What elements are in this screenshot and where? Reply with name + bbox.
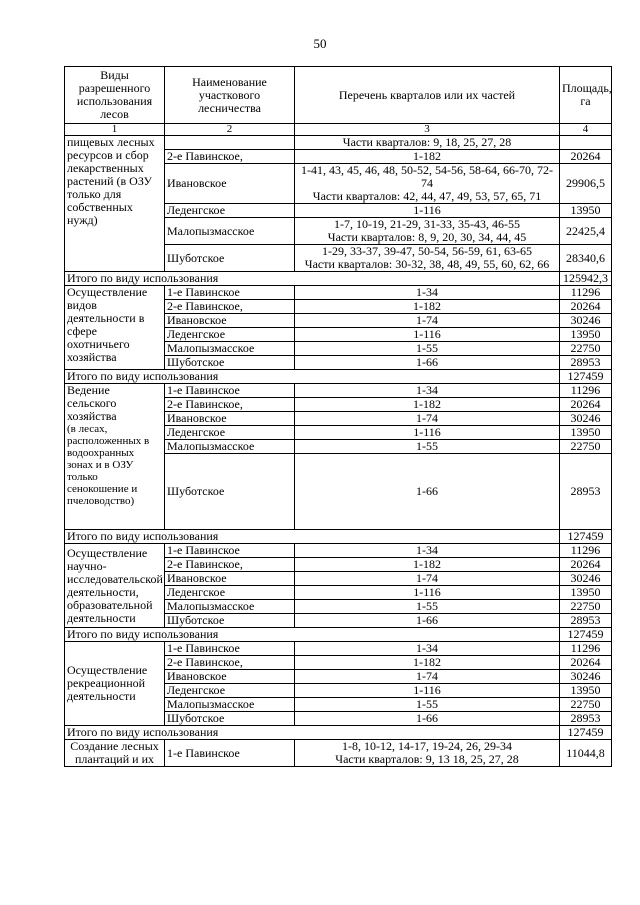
area-cell: 22750 [560,600,612,614]
forestry-cell: Шуботское [165,614,295,628]
forestry-cell: Малопызмасское [165,440,295,454]
table-header-row [65,67,612,124]
quarters-cell: 1-34 [295,384,560,398]
area-cell: 30246 [560,670,612,684]
total-row [65,272,612,286]
forestry-cell: 2-е Павинское, [165,398,295,412]
forestry-cell: Ивановское [165,314,295,328]
total-label: Итого по виду использования [65,628,560,642]
column-number: 4 [560,124,612,136]
area-cell: 11296 [560,286,612,300]
total-area: 127459 [560,726,612,740]
quarters-parts: Части кварталов: 8, 9, 20, 30, 34, 44, 45 [327,230,527,244]
table-row [65,642,612,656]
header-quarters: Перечень кварталов или их частей [295,67,560,124]
area-cell: 11296 [560,642,612,656]
area-cell: 29906,5 [560,164,612,204]
forestry-cell: Ивановское [165,412,295,426]
column-number-row [65,124,612,136]
total-row [65,628,612,642]
forest-use-table [64,66,612,767]
forestry-cell: Шуботское [165,245,295,272]
area-cell [560,136,612,150]
area-cell: 13950 [560,586,612,600]
total-label: Итого по виду использования [65,272,560,286]
total-label: Итого по виду использования [65,530,560,544]
quarters-list: 1-7, 10-19, 21-29, 31-33, 35-43, 46-55 [334,217,520,231]
forestry-cell: 2-е Павинское, [165,558,295,572]
use-type-cell: Создание лесных плантаций и их [65,740,165,767]
use-type-cell: Осуществление видов деятельности в сфере охотничьего хозяйства [65,286,165,370]
forestry-cell: Шуботское [165,454,295,530]
quarters-cell: 1-182 [295,558,560,572]
area-cell: 22425,4 [560,218,612,245]
quarters-cell: Части кварталов: 9, 18, 25, 27, 28 [295,136,560,150]
quarters-cell: 1-34 [295,544,560,558]
total-row [65,370,612,384]
header-forestry: Наименование участкового лесничества [165,67,295,124]
header-use-type: Виды разрешенного использования лесов [65,67,165,124]
quarters-cell: 1-116 [295,204,560,218]
area-cell: 11296 [560,384,612,398]
area-cell: 22750 [560,440,612,454]
quarters-cell: 1-116 [295,586,560,600]
quarters-cell: 1-74 [295,314,560,328]
forestry-cell: Малопызмасское [165,342,295,356]
quarters-parts: Части кварталов: 42, 44, 47, 49, 53, 57, 65, 71 [312,189,542,203]
area-cell: 28953 [560,454,612,530]
forestry-cell [165,136,295,150]
forestry-cell: 1-е Павинское [165,384,295,398]
total-area: 125942,3 [560,272,612,286]
table-row [65,136,612,150]
total-label: Итого по виду использования [65,370,560,384]
use-type-cell: Осуществление научно-исследовательской деятельности, образовательной деятельности [65,544,165,628]
quarters-cell: 1-66 [295,454,560,530]
quarters-cell [295,218,560,245]
quarters-cell [295,245,560,272]
total-area: 127459 [560,530,612,544]
forestry-cell: Ивановское [165,164,295,204]
total-row [65,726,612,740]
forestry-cell: Малопызмасское [165,218,295,245]
total-area: 127459 [560,370,612,384]
total-row [65,530,612,544]
area-cell: 28953 [560,356,612,370]
total-label: Итого по виду использования [65,726,560,740]
table-row [65,384,612,398]
forestry-cell: 2-е Павинское, [165,656,295,670]
area-cell: 20264 [560,300,612,314]
quarters-cell: 1-116 [295,684,560,698]
area-cell: 28953 [560,712,612,726]
quarters-cell: 1-182 [295,398,560,412]
quarters-cell: 1-74 [295,670,560,684]
quarters-cell: 1-74 [295,572,560,586]
area-cell: 30246 [560,314,612,328]
quarters-cell: 1-182 [295,656,560,670]
quarters-cell [295,740,560,767]
area-cell: 13950 [560,684,612,698]
quarters-cell: 1-34 [295,286,560,300]
table-row [65,740,612,767]
quarters-cell [295,164,560,204]
quarters-cell: 1-34 [295,642,560,656]
quarters-parts: Части кварталов: 9, 13 18, 25, 27, 28 [335,752,519,766]
forestry-cell: Ивановское [165,572,295,586]
forestry-cell: Шуботское [165,712,295,726]
use-type-title: Ведение сельского хозяйства [67,383,117,423]
forestry-cell: Леденгское [165,586,295,600]
quarters-cell: 1-66 [295,356,560,370]
quarters-cell: 1-55 [295,440,560,454]
quarters-cell: 1-55 [295,342,560,356]
use-type-cell: Осуществление рекреационной деятельности [65,642,165,726]
forestry-cell: 1-е Павинское [165,286,295,300]
forestry-cell: Ивановское [165,670,295,684]
quarters-list: 1-41, 43, 45, 46, 48, 50-52, 54-56, 58-64, 66-70, 72-74 [301,163,553,190]
forestry-cell: Малопызмасское [165,600,295,614]
use-type-cell [65,384,165,530]
area-cell: 28953 [560,614,612,628]
forestry-cell: 1-е Павинское [165,642,295,656]
quarters-parts: Части кварталов: 30-32, 38, 48, 49, 55, 60, 62, 66 [304,257,550,271]
area-cell: 30246 [560,572,612,586]
forestry-cell: Леденгское [165,426,295,440]
area-cell: 22750 [560,698,612,712]
forestry-cell: Леденгское [165,328,295,342]
area-cell: 13950 [560,426,612,440]
quarters-cell: 1-74 [295,412,560,426]
quarters-list: 1-8, 10-12, 14-17, 19-24, 26, 29-34 [342,739,512,753]
header-area: Площадь, га [560,67,612,124]
page-number: 50 [313,36,327,51]
forestry-cell: Леденгское [165,204,295,218]
area-cell: 20264 [560,558,612,572]
quarters-cell: 1-116 [295,328,560,342]
area-cell: 20264 [560,656,612,670]
area-cell: 28340,6 [560,245,612,272]
table-row [65,544,612,558]
area-cell: 20264 [560,398,612,412]
area-cell: 11044,8 [560,740,612,767]
area-cell: 22750 [560,342,612,356]
quarters-cell: 1-182 [295,150,560,164]
quarters-cell: 1-66 [295,614,560,628]
area-cell: 30246 [560,412,612,426]
quarters-cell: 1-182 [295,300,560,314]
quarters-list: 1-29, 33-37, 39-47, 50-54, 56-59, 61, 63-65 [322,244,532,258]
area-cell: 20264 [560,150,612,164]
table-row [65,286,612,300]
forestry-cell: 1-е Павинское [165,544,295,558]
forestry-cell: 2-е Павинское, [165,300,295,314]
quarters-cell: 1-55 [295,600,560,614]
use-type-cell: пищевых лесных ресурсов и сбор лекарственных растений (в ОЗУ только для собственных нужд) [65,136,165,272]
area-cell: 13950 [560,204,612,218]
forestry-cell: Шуботское [165,356,295,370]
forestry-cell: Малопызмасское [165,698,295,712]
area-cell: 11296 [560,544,612,558]
forestry-cell: 2-е Павинское, [165,150,295,164]
quarters-cell: 1-66 [295,712,560,726]
total-area: 127459 [560,628,612,642]
quarters-cell: 1-55 [295,698,560,712]
column-number: 2 [165,124,295,136]
quarters-cell: 1-116 [295,426,560,440]
forestry-cell: Леденгское [165,684,295,698]
area-cell: 13950 [560,328,612,342]
column-number: 3 [295,124,560,136]
use-type-note: (в лесах, расположенных в водоохранных зонах и в ОЗУ только сенокошение и пчеловодство) [67,423,150,507]
forestry-cell: 1-е Павинское [165,740,295,767]
column-number: 1 [65,124,165,136]
